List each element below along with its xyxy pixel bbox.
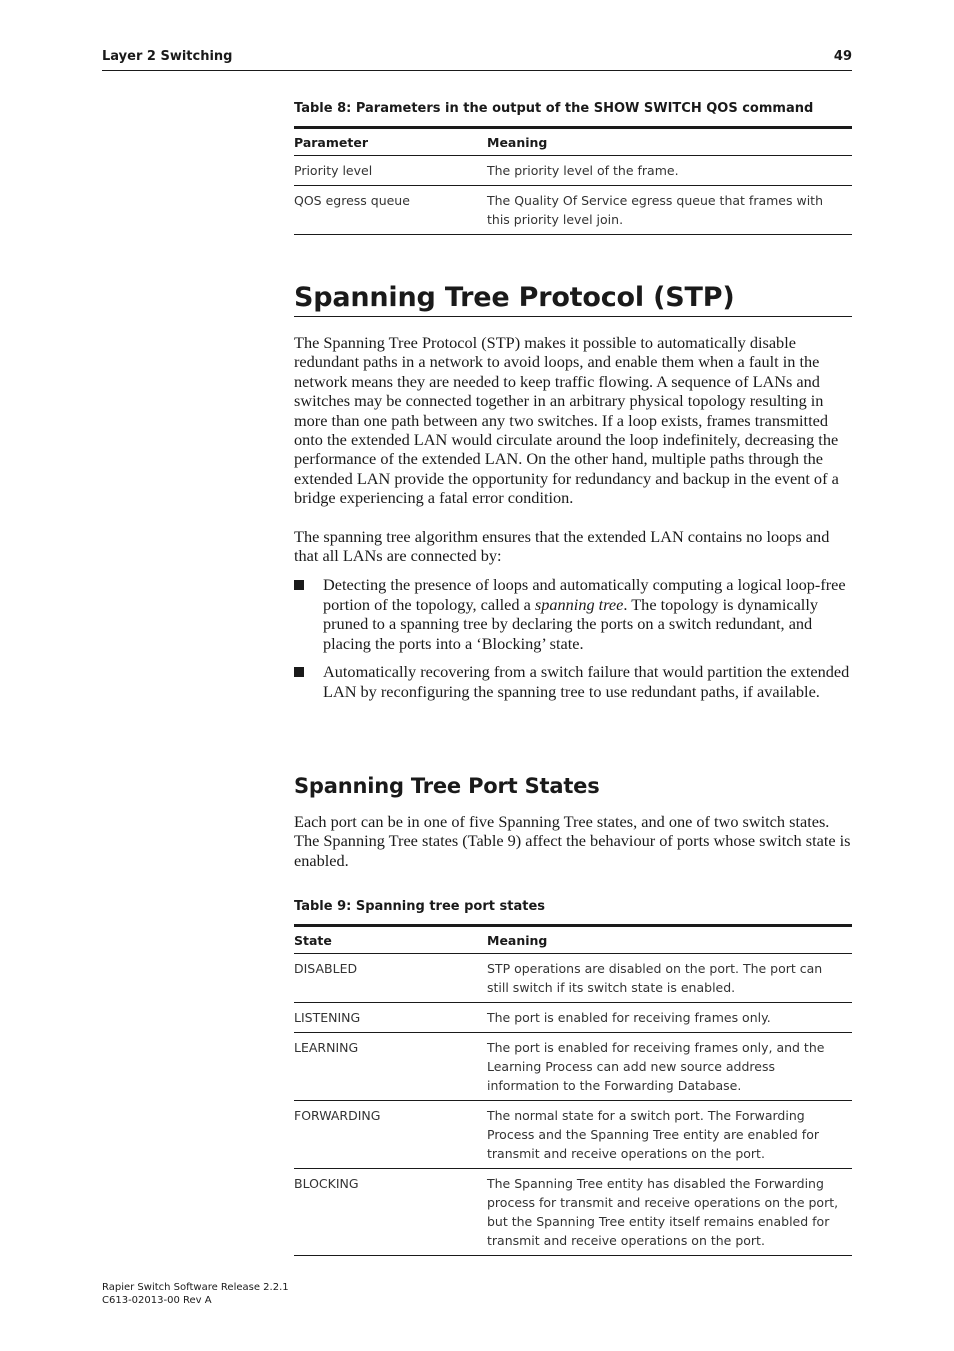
table8-cell: Priority level bbox=[294, 156, 487, 186]
table8 bbox=[294, 126, 852, 235]
bullet-square-icon bbox=[294, 667, 304, 677]
stp-intro-paragraph: The Spanning Tree Protocol (STP) makes it possible to automatically disable redundant paths in a network to avoid loops, and enable them when a fault in the network means they are needed to keep traffic flowing. A sequence of LANs and switches may be connected together in an arbitrary physical topology resulting in more than one path between any two switches. If a loop exists, frames transmitted onto the extended LAN would circulate around the loop indefinitely, decreasing the performance of the extended LAN. On the other hand, multiple paths through the extended LAN provide the opportunity for redundancy and backup in the event of a bridge experiencing a fatal error condition. bbox=[294, 333, 839, 508]
table9-header-meaning: Meaning bbox=[487, 926, 852, 954]
table9-cell: The port is enabled for receiving frames only. bbox=[487, 1003, 852, 1033]
list-item bbox=[294, 575, 852, 653]
table8-caption: Table 8: Parameters in the output of the SHOW SWITCH QOS command bbox=[294, 101, 814, 116]
table8-cell: The Quality Of Service egress queue that frames with this priority level join. bbox=[487, 186, 852, 235]
page-number: 49 bbox=[833, 49, 852, 64]
table-row bbox=[294, 156, 852, 186]
stp-algorithm-paragraph: The spanning tree algorithm ensures that the extended LAN contains no loops and that all LANs are connected by: bbox=[294, 526, 830, 566]
table8-block bbox=[294, 101, 852, 235]
footer-release: Rapier Switch Software Release 2.2.1 bbox=[102, 1282, 289, 1293]
bullet2-text: Automatically recovering from a switch failure that would partition the extended LAN by reconfiguring the spanning tree to use redundant paths, if available. bbox=[323, 662, 850, 701]
header-section-title: Layer 2 Switching bbox=[102, 49, 233, 64]
table-row bbox=[294, 1169, 852, 1256]
table9-cell: LEARNING bbox=[294, 1033, 487, 1101]
bullet1-text-after: . The topology is dynamically pruned to a spanning tree by declaring the ports on a switch redundant, and placing the ports into a ‘Blocking’ state. bbox=[323, 594, 818, 653]
table9-cell: The normal state for a switch port. The Forwarding Process and the Spanning Tree entity are enabled for transmit and receive operations on the port. bbox=[487, 1101, 852, 1169]
bullet1-emphasis: spanning tree bbox=[534, 594, 624, 614]
table9-block bbox=[294, 899, 852, 1256]
table-row bbox=[294, 954, 852, 1003]
table9 bbox=[294, 924, 852, 1256]
bullet-square-icon bbox=[294, 580, 304, 590]
table-row bbox=[294, 1101, 852, 1169]
list-item bbox=[294, 662, 852, 701]
table9-caption: Table 9: Spanning tree port states bbox=[294, 899, 545, 914]
table9-cell: LISTENING bbox=[294, 1003, 487, 1033]
table-header-row bbox=[294, 926, 852, 954]
running-header bbox=[102, 48, 852, 71]
table-row bbox=[294, 1033, 852, 1101]
footer-document-id: C613-02013-00 Rev A bbox=[102, 1295, 212, 1306]
table9-cell: The port is enabled for receiving frames only, and the Learning Process can add new source address information to the Forwarding Database. bbox=[487, 1033, 852, 1101]
page-footer bbox=[102, 1281, 289, 1307]
bullet1-text-before: Detecting the presence of loops and automatically computing a logical loop-free portion of the topology, called a bbox=[323, 575, 846, 614]
table9-cell: The Spanning Tree entity has disabled the Forwarding process for transmit and receive operations on the port, but the Spanning Tree entity itself remains enabled for transmit and receive operations on the port. bbox=[487, 1169, 852, 1256]
table9-cell: FORWARDING bbox=[294, 1101, 487, 1169]
table8-header-parameter: Parameter bbox=[294, 128, 487, 156]
table9-cell: STP operations are disabled on the port. The port can still switch if its switch state is enabled. bbox=[487, 954, 852, 1003]
section-title: Spanning Tree Protocol (STP) bbox=[294, 282, 852, 317]
table9-header-state: State bbox=[294, 926, 487, 954]
table8-cell: QOS egress queue bbox=[294, 186, 487, 235]
table-header-row bbox=[294, 128, 852, 156]
table8-cell: The priority level of the frame. bbox=[487, 156, 852, 186]
table-row bbox=[294, 186, 852, 235]
table8-header-meaning: Meaning bbox=[487, 128, 852, 156]
table-row bbox=[294, 1003, 852, 1033]
subsection-title: Spanning Tree Port States bbox=[294, 774, 600, 798]
port-states-paragraph: Each port can be in one of five Spanning Tree states, and one of two switch states. The Spanning Tree states (Table 9) affect the behaviour of ports whose switch state is enabled. bbox=[294, 812, 851, 870]
table9-cell: DISABLED bbox=[294, 954, 487, 1003]
table9-cell: BLOCKING bbox=[294, 1169, 487, 1256]
section-body bbox=[294, 333, 852, 701]
